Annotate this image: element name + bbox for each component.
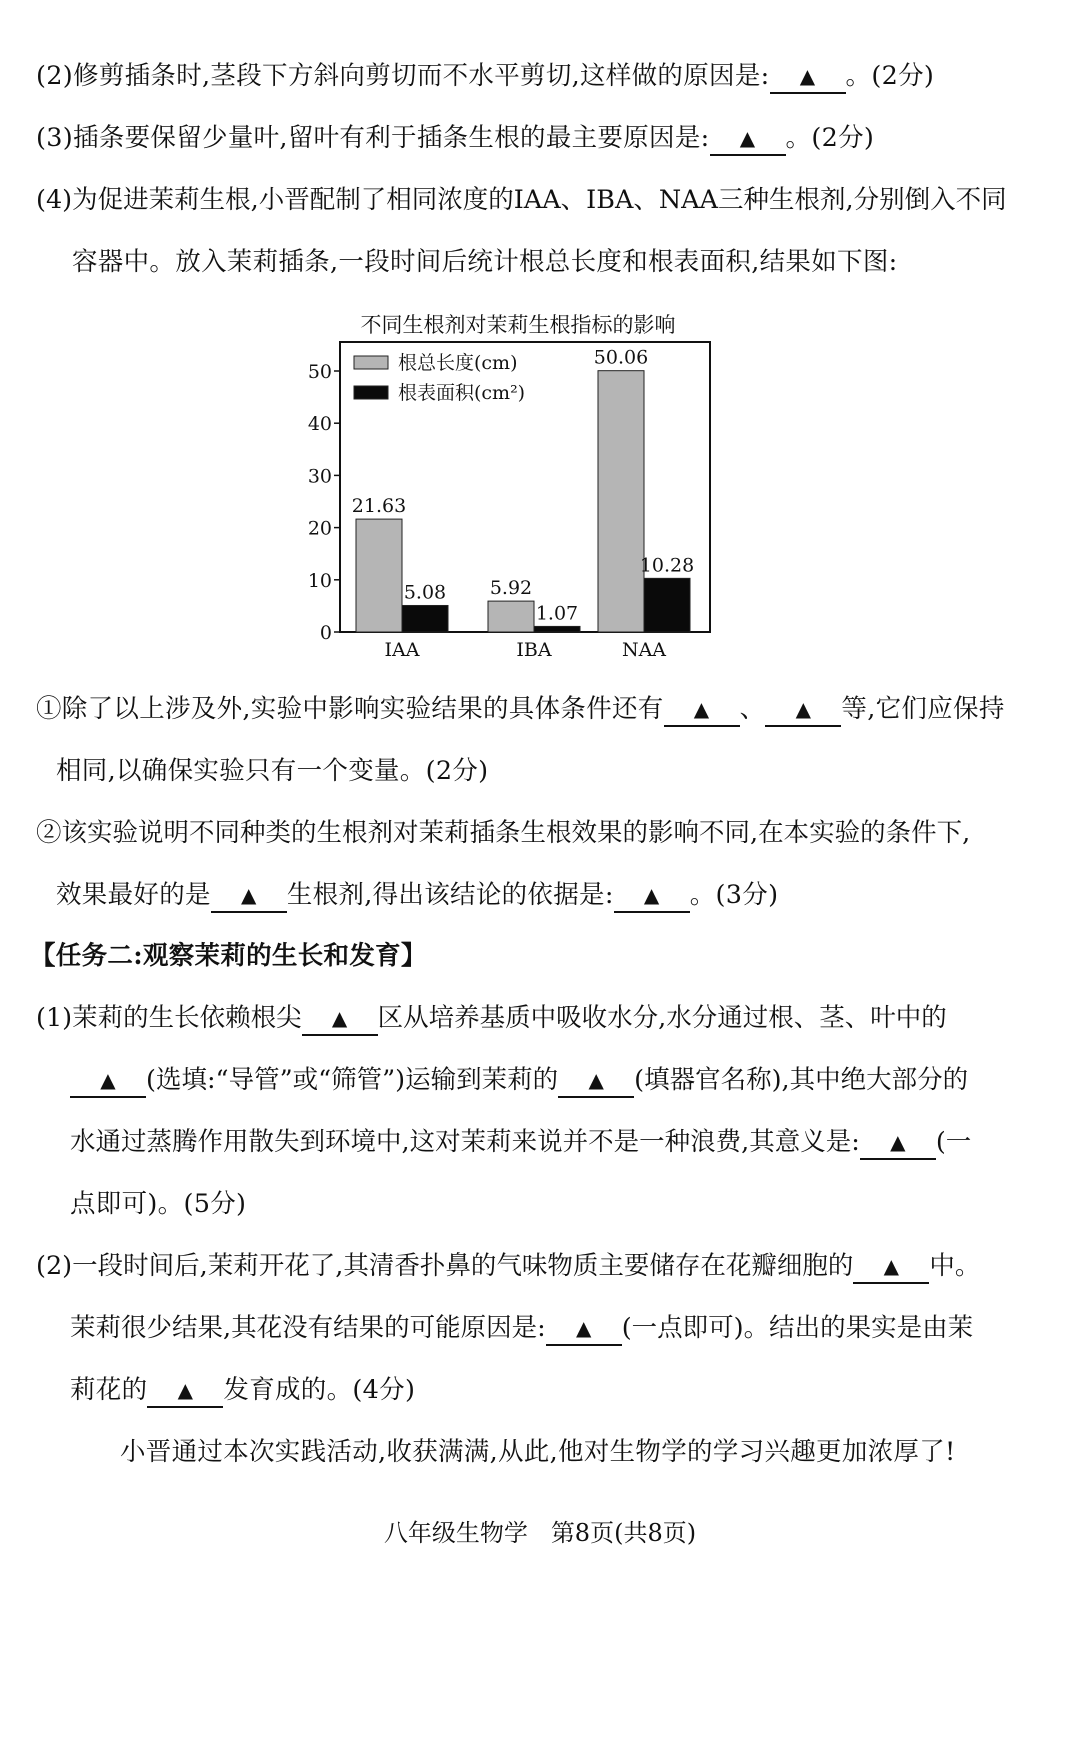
task-2-question-2-text-2: 中。 <box>929 1251 981 1281</box>
triangle-icon: ▲ <box>890 1130 906 1154</box>
task-2-question-1-line-3 <box>70 1127 972 1160</box>
sub-question-1-line-2: 相同,以确保实验只有一个变量。(2分) <box>56 756 489 786</box>
sub-question-2-line-1: ②该实验说明不同种类的生根剂对茉莉插条生根效果的影响不同,在本实验的条件下, <box>36 818 971 848</box>
y-tick-label: 30 <box>307 465 332 488</box>
answer-blank[interactable] <box>147 1378 223 1408</box>
task-2-question-2-line-1 <box>36 1251 981 1284</box>
question-4-line-2: 容器中。放入茉莉插条,一段时间后统计根总长度和根表面积,结果如下图: <box>72 247 898 277</box>
task-2-question-2-text-5: 莉花的 <box>70 1375 148 1405</box>
sub-question-1 <box>36 694 1005 727</box>
y-tick-label: 0 <box>319 622 332 644</box>
triangle-icon: ▲ <box>240 883 257 907</box>
question-3-score: 。(2分) <box>785 123 875 153</box>
answer-blank[interactable] <box>302 1006 378 1036</box>
answer-blank[interactable] <box>765 697 841 727</box>
y-tick-label: 40 <box>307 413 332 436</box>
answer-blank[interactable] <box>664 697 740 727</box>
data-label: 10.28 <box>639 554 695 577</box>
sub-question-2-text-2: 生根剂,得出该结论的依据是: <box>286 880 614 910</box>
task-2-question-2-text: (2)一段时间后,茉莉开花了,其清香扑鼻的气味物质主要储存在花瓣细胞的 <box>36 1251 854 1281</box>
answer-blank[interactable] <box>853 1254 929 1284</box>
task-2-question-1-line-2 <box>70 1065 969 1098</box>
task-2-heading: 【任务二:观察茉莉的生长和发育】 <box>30 941 427 971</box>
sub-question-1-text-2: 等,它们应保持 <box>841 694 1005 724</box>
triangle-icon: ▲ <box>576 1316 592 1340</box>
task-2-question-2-text-4: (一点即可)。结出的果实是由茉 <box>621 1313 974 1343</box>
sub-question-2-text: 效果最好的是 <box>56 880 211 910</box>
data-label: 50.06 <box>593 346 649 369</box>
footer-page-number: 第8页(共8页) <box>550 1519 697 1547</box>
bar-iaa-series-1 <box>356 519 402 632</box>
legend-label: 根表面积(cm²) <box>398 382 526 404</box>
task-2-question-1-text-6: (一 <box>935 1127 972 1157</box>
data-label: 1.07 <box>535 602 579 625</box>
triangle-icon: ▲ <box>799 64 816 88</box>
task-2-question-1-line-4: 点即可)。(5分) <box>70 1189 247 1219</box>
task-2-question-1-text: (1)茉莉的生长依赖根尖 <box>36 1003 302 1033</box>
triangle-icon: ▲ <box>588 1068 604 1092</box>
question-4-line-1: (4)为促进茉莉生根,小晋配制了相同浓度的IAA、IBA、NAA三种生根剂,分别倒入不同 <box>36 185 1007 215</box>
sub-question-2-line-2 <box>56 880 779 913</box>
sub-question-1-text: ①除了以上涉及外,实验中影响实验结果的具体条件还有 <box>36 694 664 724</box>
legend-label: 根总长度(cm) <box>398 352 518 374</box>
triangle-icon: ▲ <box>331 1006 348 1030</box>
question-3-text: (3)插条要保留少量叶,留叶有利于插条生根的最主要原因是: <box>36 123 710 153</box>
bar-iba-series-1 <box>488 601 534 632</box>
task-2-question-2-line-2 <box>70 1313 974 1346</box>
footer-subject: 八年级生物学 <box>383 1519 528 1547</box>
triangle-icon: ▲ <box>693 697 710 721</box>
answer-blank[interactable] <box>211 883 287 913</box>
x-tick-label: IBA <box>516 639 552 661</box>
page-footer <box>0 1513 1080 1548</box>
bar-iaa-series-2 <box>402 605 448 632</box>
bar-iba-series-2 <box>534 626 580 632</box>
triangle-icon: ▲ <box>739 126 756 150</box>
answer-blank[interactable] <box>860 1130 936 1160</box>
answer-blank[interactable] <box>614 883 690 913</box>
answer-blank[interactable] <box>70 1068 146 1098</box>
legend-swatch <box>354 356 388 369</box>
answer-blank[interactable] <box>558 1068 634 1098</box>
data-label: 21.63 <box>351 495 407 518</box>
triangle-icon: ▲ <box>100 1068 116 1092</box>
triangle-icon: ▲ <box>643 883 660 907</box>
question-2-score: 。(2分) <box>845 61 935 91</box>
separator: 、 <box>739 694 766 724</box>
legend-swatch <box>354 386 388 399</box>
task-2-question-2-text-6: 发育成的。(4分) <box>223 1375 416 1405</box>
task-2-question-2-line-3 <box>70 1375 416 1408</box>
task-2-question-2-text-3: 茉莉很少结果,其花没有结果的可能原因是: <box>70 1313 546 1343</box>
question-2 <box>36 61 935 94</box>
bar-naa-series-2 <box>644 578 690 632</box>
closing-sentence: 小晋通过本次实践活动,收获满满,从此,他对生物学的学习兴趣更加浓厚了! <box>120 1437 956 1467</box>
x-tick-label: IAA <box>384 639 420 661</box>
question-2-text: (2)修剪插条时,茎段下方斜向剪切而不水平剪切,这样做的原因是: <box>36 61 770 91</box>
triangle-icon: ▲ <box>177 1378 194 1402</box>
y-tick-label: 50 <box>307 361 332 383</box>
answer-blank[interactable] <box>710 126 786 156</box>
task-2-question-1-text-5: 水通过蒸腾作用散失到环境中,这对茉莉来说并不是一种浪费,其意义是: <box>70 1127 860 1157</box>
y-tick-label: 10 <box>307 569 332 592</box>
x-tick-label: NAA <box>621 639 667 661</box>
y-tick-label: 20 <box>307 517 332 540</box>
triangle-icon: ▲ <box>883 1254 900 1278</box>
data-label: 5.08 <box>403 581 447 604</box>
task-2-question-1-text-4: (填器官名称),其中绝大部分的 <box>634 1065 969 1095</box>
task-2-question-1-text-2: 区从培养基质中吸收水分,水分通过根、茎、叶中的 <box>377 1003 947 1033</box>
answer-blank[interactable] <box>546 1316 622 1346</box>
task-2-question-1-text-3: (选填:“导管”或“筛管”)运输到茉莉的 <box>146 1065 559 1095</box>
question-3 <box>36 123 875 156</box>
sub-question-2-score: 。(3分) <box>689 880 779 910</box>
data-label: 5.92 <box>489 577 533 600</box>
bar-chart <box>307 313 780 674</box>
triangle-icon: ▲ <box>795 697 812 721</box>
bar-naa-series-1 <box>598 371 644 632</box>
answer-blank[interactable] <box>770 64 846 94</box>
chart-title: 不同生根剂对茉莉生根指标的影响 <box>360 313 676 337</box>
task-2-question-1-line-1 <box>36 1003 947 1036</box>
